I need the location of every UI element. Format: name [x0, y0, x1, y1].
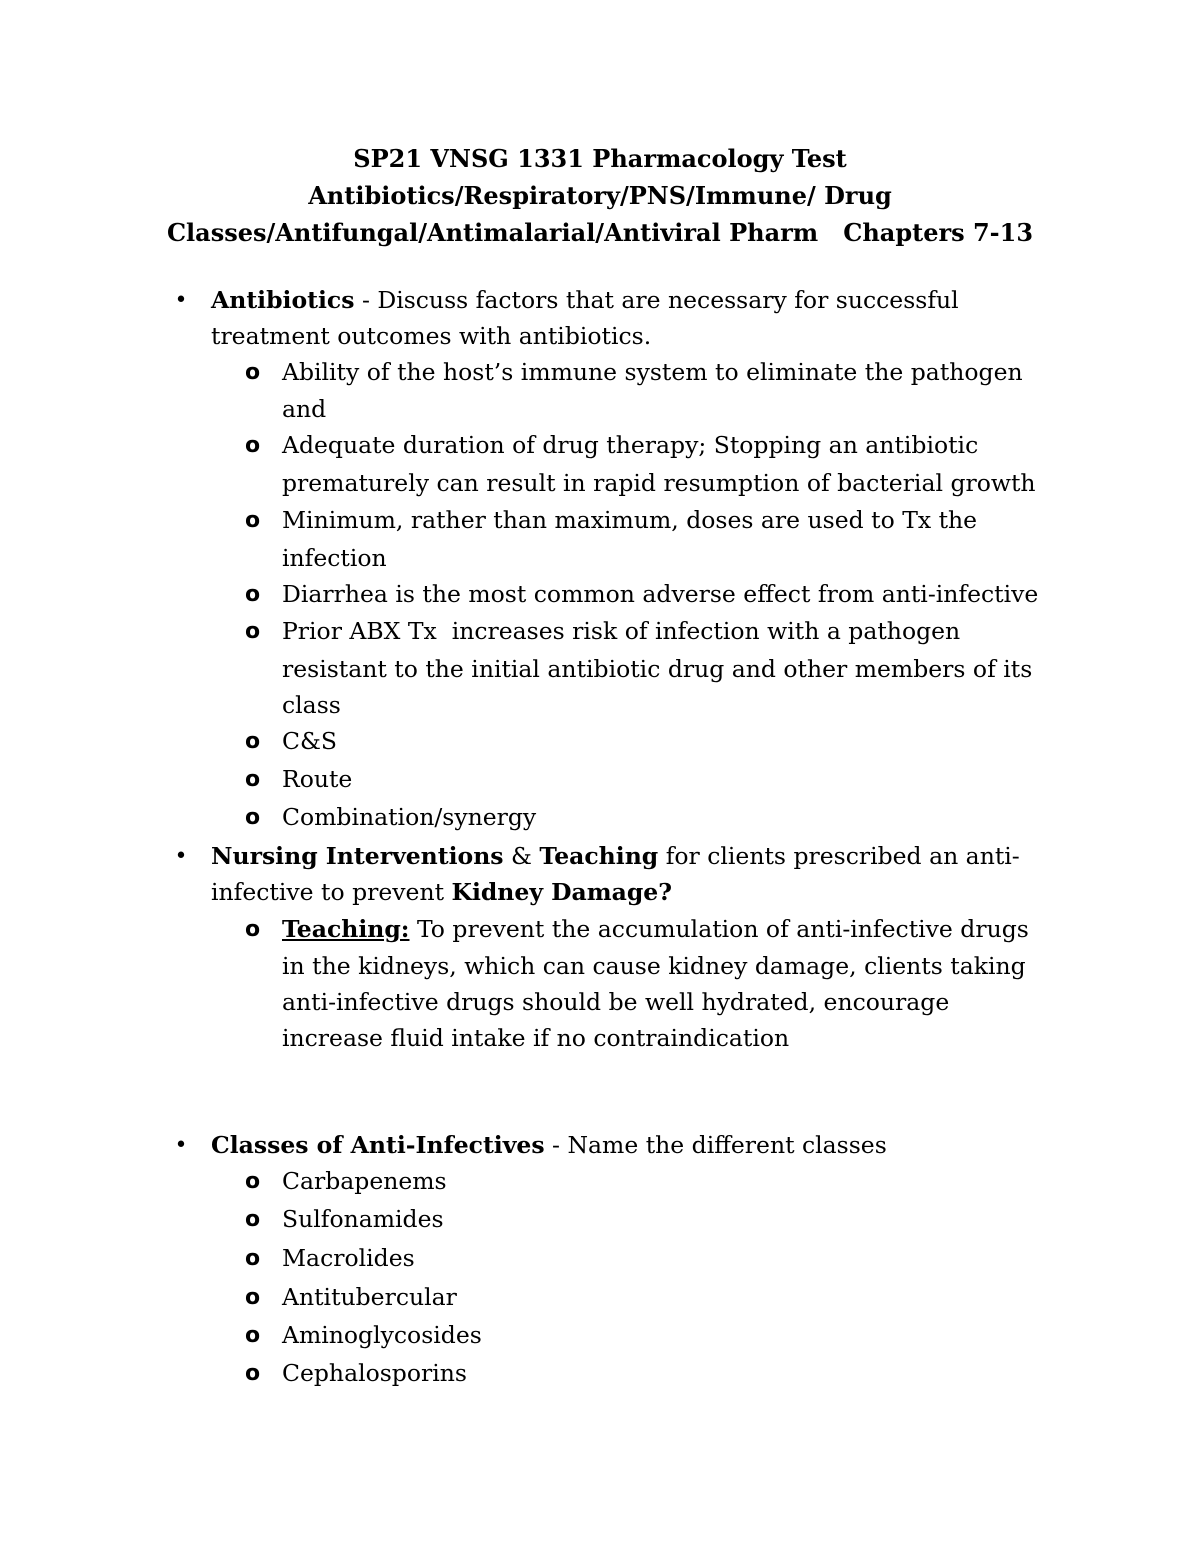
factor-line: Ability of the host’s immune system to eliminate the pathogen [282, 358, 1023, 386]
bullet-marker: • [174, 844, 188, 869]
factor-line: C&S [282, 727, 337, 755]
classes-heading: Classes of Anti-Infectives [211, 1131, 545, 1159]
teaching-line-3: anti-infective drugs should be well hydrated, encourage [282, 988, 950, 1016]
sub-bullet-marker: o [245, 917, 261, 942]
sub-bullet-marker: o [245, 1169, 261, 1194]
nursing-heading-line [211, 838, 1020, 875]
factor-line: Combination/synergy [282, 803, 537, 831]
factor-line: Route [282, 765, 353, 793]
nursing-intro-line-2 [211, 874, 672, 911]
class-item: Sulfonamides [282, 1205, 444, 1233]
sub-bullet-marker: o [245, 729, 261, 754]
antibiotics-heading: Antibiotics [211, 286, 355, 314]
bullet-marker: • [174, 288, 188, 313]
sub-bullet-marker: o [245, 360, 261, 385]
nursing-intro-2a: infective to prevent [211, 878, 452, 906]
classes-intro: - Name the different classes [544, 1131, 887, 1159]
sub-bullet-marker: o [245, 805, 261, 830]
antibiotics-heading-line [211, 282, 959, 319]
class-item: Antitubercular [282, 1283, 457, 1311]
sub-bullet-marker: o [245, 1207, 261, 1232]
sub-bullet-marker: o [245, 1246, 261, 1271]
nursing-intro-1: for clients prescribed an anti- [658, 842, 1020, 870]
factor-line: and [282, 395, 327, 423]
document-title [0, 140, 1200, 251]
nursing-amp: & [503, 842, 540, 870]
classes-heading-line [211, 1127, 887, 1164]
factor-line: prematurely can result in rapid resumption of bacterial growth [282, 469, 1036, 497]
factor-line: resistant to the initial antibiotic drug and other members of its [282, 655, 1033, 683]
kidney-damage-heading: Kidney Damage? [451, 878, 673, 906]
factor-line: class [282, 691, 341, 719]
nursing-heading-b: Teaching [539, 842, 659, 870]
sub-bullet-marker: o [245, 1285, 261, 1310]
factor-line: Minimum, rather than maximum, doses are used to Tx the [282, 506, 978, 534]
sub-bullet-marker: o [245, 582, 261, 607]
teaching-line-4: increase fluid intake if no contraindication [282, 1024, 790, 1052]
sub-bullet-marker: o [245, 767, 261, 792]
class-item: Macrolides [282, 1244, 415, 1272]
factor-line: Diarrhea is the most common adverse effect from anti-infective [282, 580, 1039, 608]
sub-bullet-marker: o [245, 1323, 261, 1348]
antibiotics-intro-2: treatment outcomes with antibiotics. [211, 322, 652, 350]
teaching-line-2: in the kidneys, which can cause kidney damage, clients taking [282, 952, 1026, 980]
title-line-3: Classes/Antifungal/Antimalarial/Antiviral Pharm Chapters 7-13 [166, 218, 1034, 247]
sub-bullet-marker: o [245, 508, 261, 533]
class-item: Carbapenems [282, 1167, 447, 1195]
class-item: Aminoglycosides [282, 1321, 482, 1349]
factor-line: Prior ABX Tx increases risk of infection with a pathogen [282, 617, 961, 645]
title-line-2: Antibiotics/Respiratory/PNS/Immune/ Drug [308, 181, 892, 210]
teaching-line-1 [282, 911, 1029, 948]
teaching-label: Teaching: [282, 915, 410, 943]
factor-line: infection [282, 544, 387, 572]
sub-bullet-marker: o [245, 433, 261, 458]
factor-line: Adequate duration of drug therapy; Stopping an antibiotic [282, 431, 979, 459]
teaching-text-1: To prevent the accumulation of anti-infective drugs [409, 915, 1029, 943]
sub-bullet-marker: o [245, 619, 261, 644]
bullet-marker: • [174, 1133, 188, 1158]
title-line-1: SP21 VNSG 1331 Pharmacology Test [353, 144, 847, 173]
nursing-heading-a: Nursing Interventions [211, 842, 504, 870]
class-item: Cephalosporins [282, 1359, 467, 1387]
antibiotics-intro-1: - Discuss factors that are necessary for successful [354, 286, 959, 314]
sub-bullet-marker: o [245, 1361, 261, 1386]
